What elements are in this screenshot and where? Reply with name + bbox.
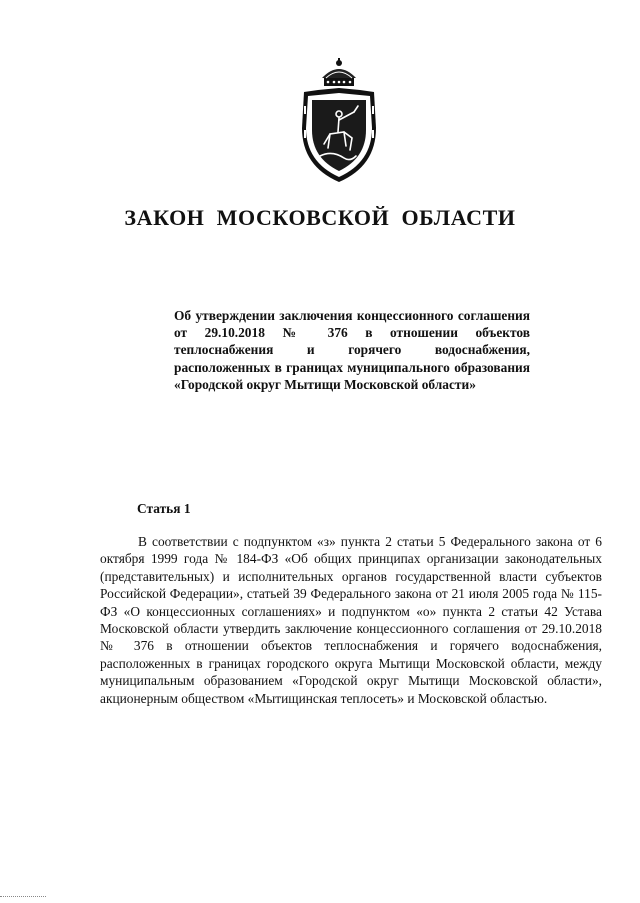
law-subject: Об утверждении заключения концессионного соглашения от 29.10.2018 № 376 в отношении объектов теплоснабжения и горячего водоснабжения, расположенных в границах муниципального образования «Городской округ Мытищи Московской области» bbox=[174, 308, 530, 392]
article-heading: Статья 1 bbox=[137, 501, 191, 516]
page-footer-divider bbox=[0, 896, 46, 897]
coat-of-arms-icon bbox=[298, 58, 380, 186]
law-title: ЗАКОН МОСКОВСКОЙ ОБЛАСТИ bbox=[124, 205, 516, 230]
crown-icon bbox=[322, 58, 356, 86]
article-body: В соответствии с подпунктом «з» пункта 2 статьи 5 Федерального закона от 6 октября 1999 года № 184-ФЗ «Об общих принципах организации законодательных (представительных) и исполнительных органов государственной власти субъектов Российской Федерации», статьей 39 Федерального закона от 21 июля 2005 года № 115-ФЗ «О концессионных соглашениях» и подпунктом «о» пункта 2 статьи 42 Устава Московской области утвердить заключение концессионного соглашения от 29.10.2018 № 376 в отношении объектов теплоснабжения и горячего водоснабжения, расположенных в границах городского округа Мытищи Московской области, между муниципальным образованием «Городской округ Мытищи Московской области», акционерным обществом «Мытищинская теплосеть» и Московской областью. bbox=[100, 534, 602, 706]
